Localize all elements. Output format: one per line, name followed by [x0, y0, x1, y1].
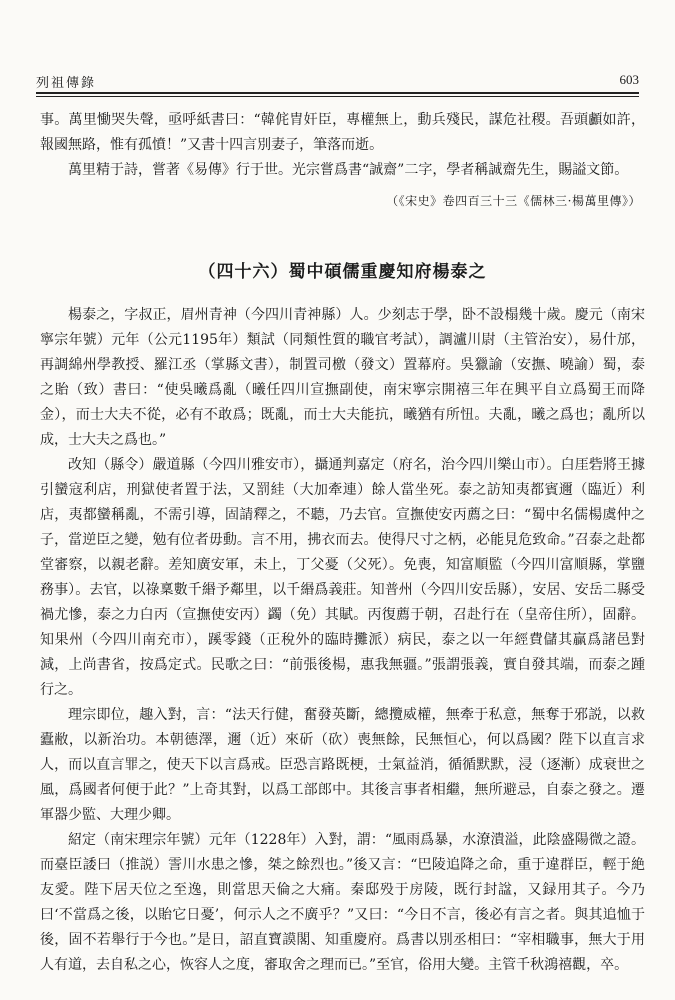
source-citation: （《宋史》卷四百三十三《儒林三·楊萬里傳》）	[386, 194, 641, 208]
book-title: 列祖傳錄	[36, 76, 97, 91]
running-header	[36, 70, 639, 92]
body-paragraph: 改知（縣令）嚴道縣（今四川雅安市），攝通判嘉定（府名，治今四川樂山市）。白厓砦將王據引蠻寇利店，刑獄使者置于法，又罰絓（大加牽連）餘人當坐死。泰之訪知夷都賓邇（臨近）利店，夷都蠻稱亂，不需引導，固請釋之，不聽，乃去官。宣撫使安丙薦之曰：“蜀中名儒楊虞仲之子，當逆臣之變，勉有位者毋動。言不用，拂衣而去。使得尺寸之柄，必能見危致命。”召泰之赴都堂審察，以親老辭。差知廣安軍，未上，丁父憂（父死）。免喪，知富順監（今四川富順縣，掌鹽務事）。去官，以祿稟數千緡予鄰里，以千緡爲義莊。知普州（今四川安岳縣），安居、安岳二縣受禍尤慘，泰之力白丙（宣撫使安丙）蠲（免）其賦。丙復薦于朝，召赴行在（皇帝住所），固辭。知果州（今四川南充市），蹊零錢（正稅外的臨時攤派）病民，泰之以一年經費儲其贏爲諸邑對減，上尚書省，按爲定式。民歌之曰：“前張後楊，惠我無疆。”張謂張義，實自發其端，而泰之踵行之。	[40, 457, 645, 698]
section-heading: （四十六）蜀中碩儒重慶知府楊泰之	[198, 262, 487, 282]
body-paragraph: 紹定（南宋理宗年號）元年（1228年）入對，謂：“風雨爲暴，水潦潰溢，此陰盛陽微之證。而臺臣諉曰（推説）霅川水患之慘，桀之餘烈也。”後又言：“巴陵追降之命，重于違群臣，輕于絶友愛。陛下居天位之至逸，則當思天倫之大痛。秦邸殁于房陵，既行封諡，又録用其子。今乃曰‘不當爲之後，以貽它日憂’，何示人之不廣乎？”又曰：“今日不言，後必有言之者。與其追恤于後，固不若舉行于今也。”是日，詔直寶謨閣、知重慶府。爲書以別丞相曰：“宰相職事，無大于用人有道，去自私之心，恢容人之度，審取舍之理而已。”至官，俗用大變。主管千秋鴻禧觀，卒。	[40, 832, 645, 973]
body-paragraph: 萬里精于詩，嘗著《易傳》行于世。光宗嘗爲書“誠齋”二字，學者稱誠齋先生，賜謚文節。	[68, 162, 629, 178]
page-number: 603	[619, 72, 639, 87]
page-body	[40, 108, 645, 978]
body-paragraph: 理宗即位，趣入對，言：“法天行健，奮發英斷，總攬威權，無牽于私意，無奪于邪説，以救蠹敝，以新治功。本朝德澤，邇（近）來斫（砍）喪無餘，民無恒心，何以爲國？陛下以直言求人，而以直言罪之，使天下以言爲戒。臣恐言路既梗，士氣益消，循循默默，浸（逐漸）成衰世之風，爲國者何便于此？”上奇其對，以爲工部郎中。其後言事者相繼，無所避忌，自泰之發之。遷軍器少監、大理少卿。	[40, 707, 645, 823]
header-rule-thin	[36, 96, 639, 97]
header-rule-thick	[36, 92, 639, 94]
continued-paragraph: 事。萬里慟哭失聲，亟呼紙書曰：“韓侂胄奸臣，專權無上，動兵殘民，謀危社稷。吾頭顱如許，報國無路，惟有孤憤！”又書十四言別妻子，筆落而逝。	[40, 112, 645, 153]
body-paragraph: 楊泰之，字叔正，眉州青神（今四川青神縣）人。少刻志于學，卧不設榻幾十歲。慶元（南宋寧宗年號）元年（公元1195年）類試（同類性質的職官考試），調瀘川尉（主管治安），易什邡，再調綿州學教授、羅江丞（掌縣文書），制置司檄（發文）置幕府。吳獵諭（安撫、曉諭）蜀，泰之貽（致）書曰：“使吳曦爲亂（曦任四川宣撫副使，南宋寧宗開禧三年在興平自立爲蜀王而降金），而士大夫不從，必有不敢爲；既亂，而士大夫能抗，曦猶有所忸。夫亂，曦之爲也；亂所以成，士大夫之爲也。”	[40, 307, 645, 448]
